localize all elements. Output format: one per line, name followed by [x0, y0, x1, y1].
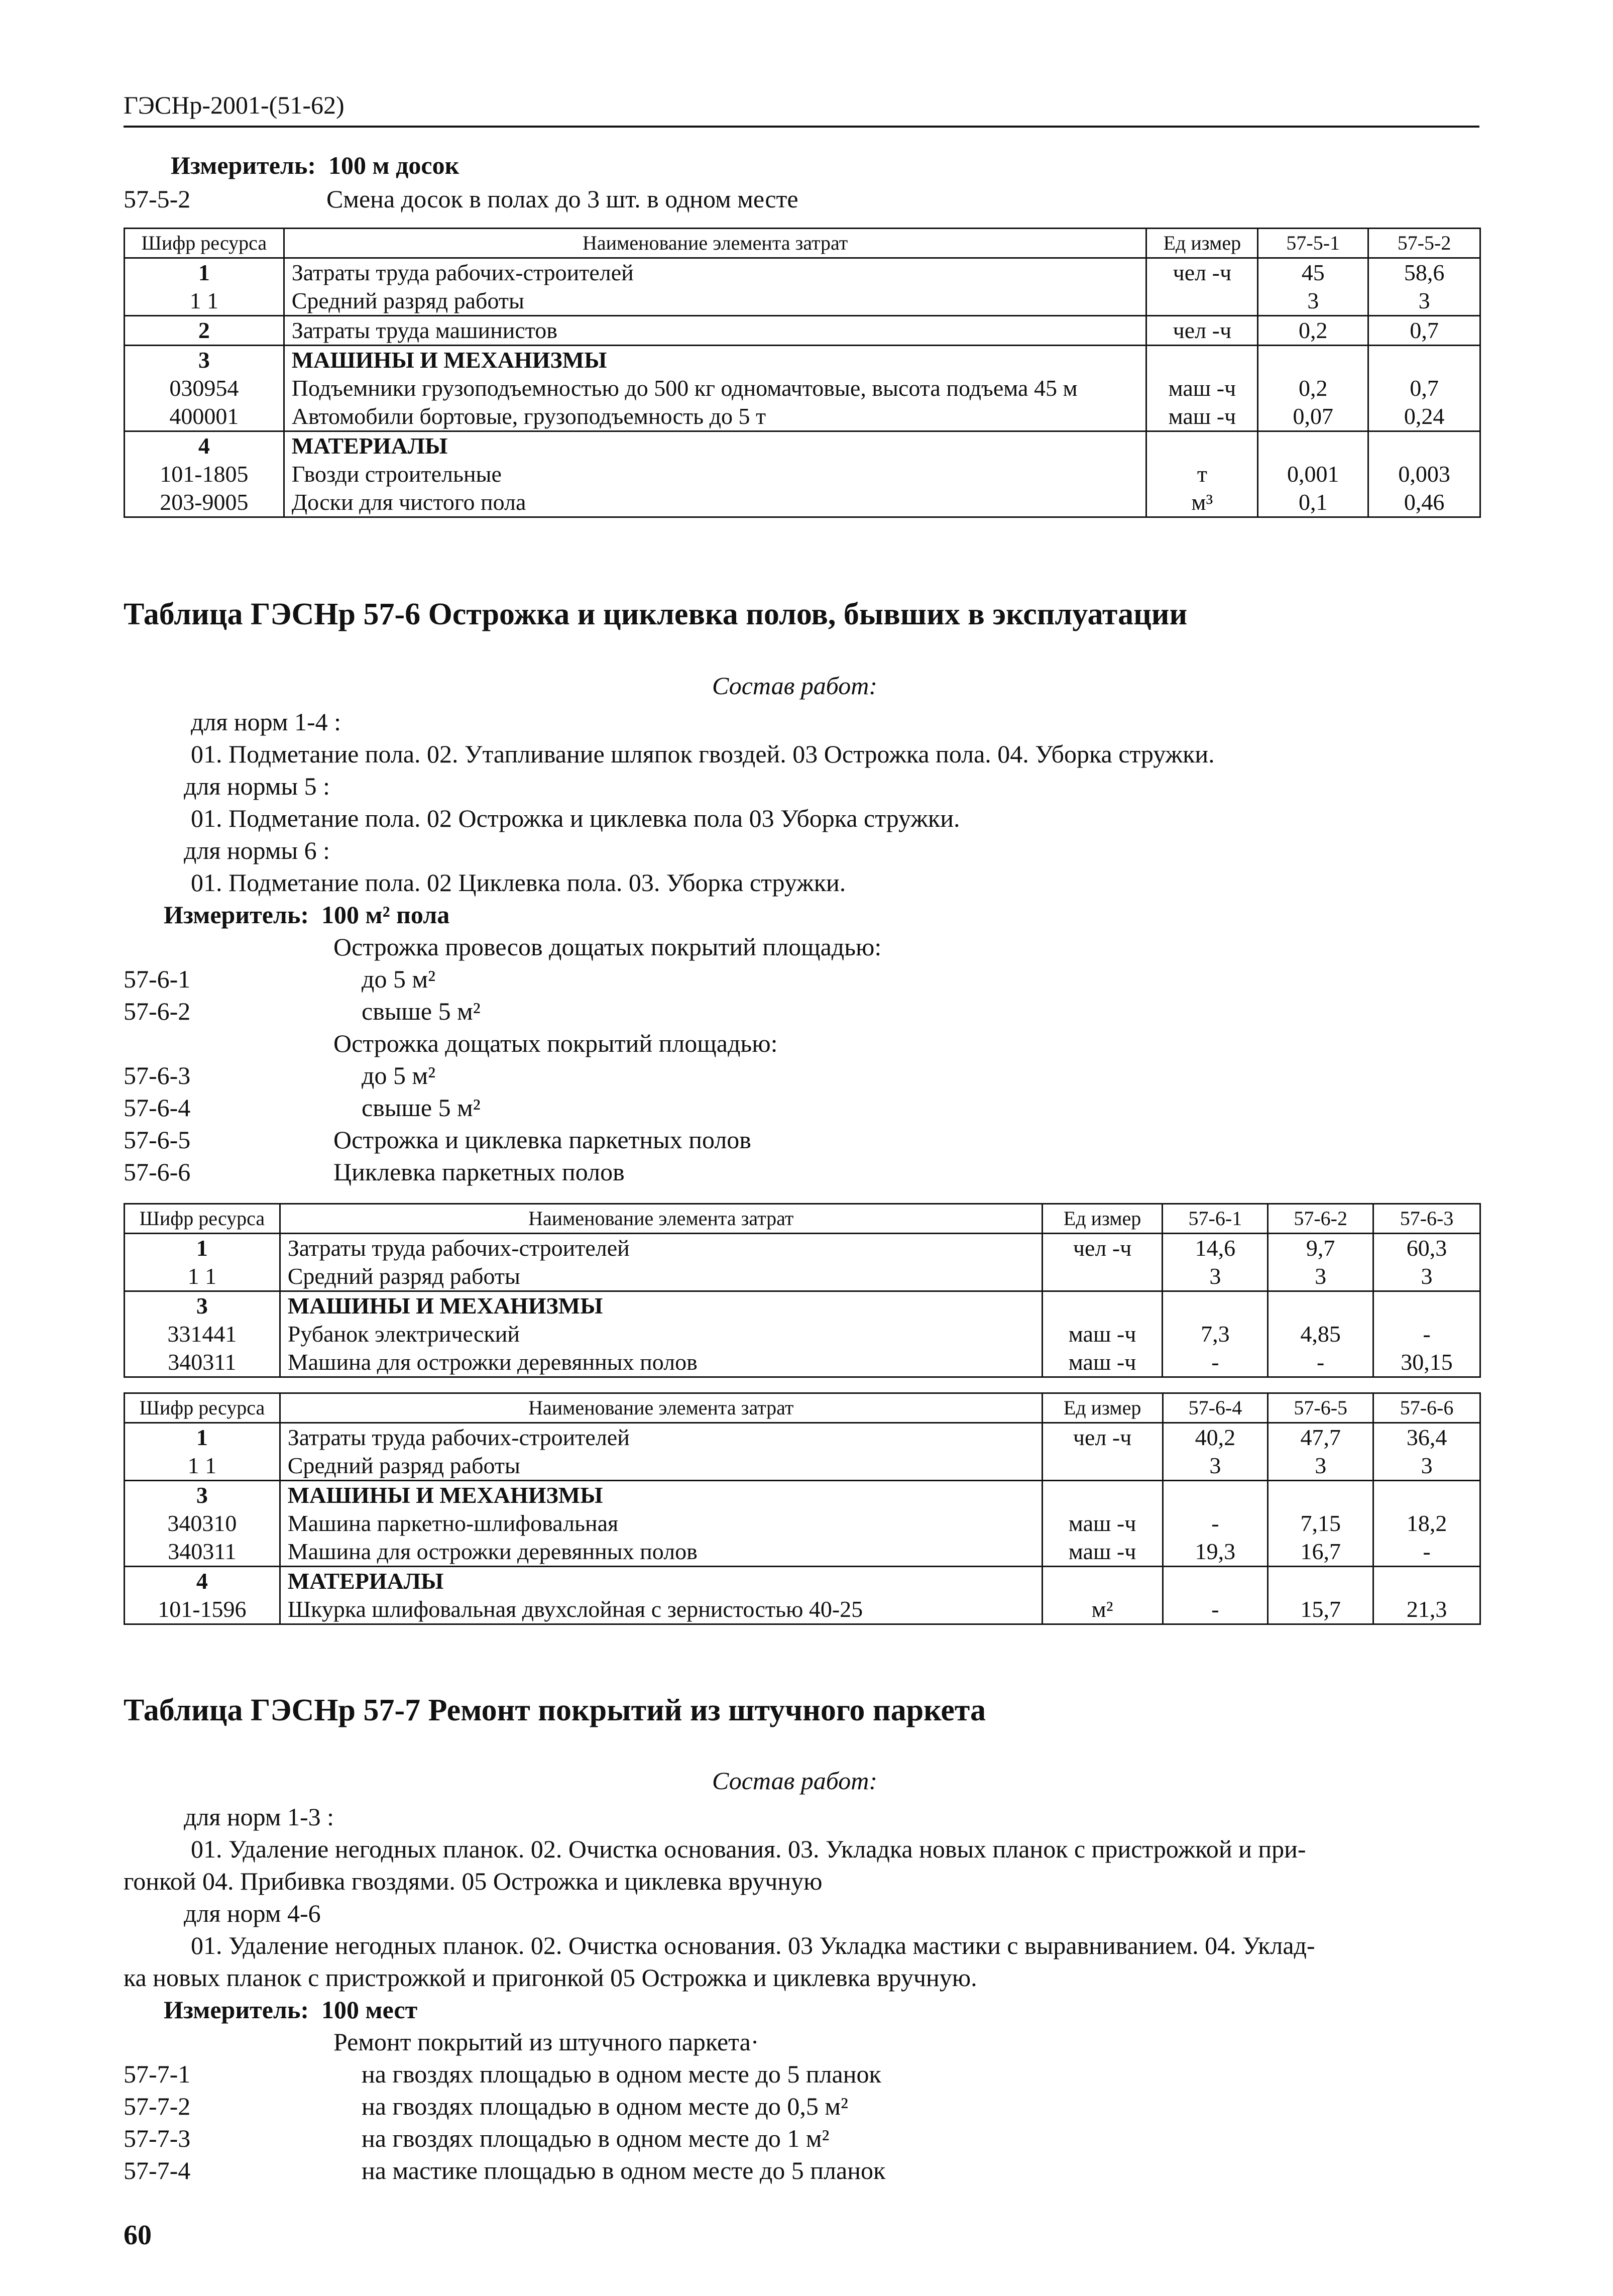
cell-section-name: МАШИНЫ И МЕХАНИЗМЫ	[280, 1291, 1042, 1321]
measure-label: Измеритель:	[164, 901, 309, 929]
cell-name: Рубанок электрический	[280, 1320, 1042, 1348]
cell-section-name: МАШИНЫ И МЕХАНИЗМЫ	[280, 1481, 1042, 1510]
col-header-value: 57-6-1	[1163, 1204, 1268, 1234]
cell-value: -	[1163, 1509, 1268, 1538]
cell-unit: чел -ч	[1146, 258, 1258, 287]
table-row	[125, 258, 1480, 287]
cell-value: 3	[1268, 1262, 1373, 1291]
section-title-57-7: Таблица ГЭСНр 57-7 Ремонт покрытий из штучного паркета	[124, 1693, 986, 1727]
cell-value: -	[1163, 1595, 1268, 1624]
cell-name: Затраты труда рабочих-строителей	[280, 1234, 1042, 1263]
col-header-value: 57-6-3	[1373, 1204, 1480, 1234]
cell-code: 1 1	[125, 1262, 280, 1291]
norm-text: на гвоздях площадью в одном месте до 1 м²	[362, 2124, 830, 2152]
cell-name: Машина для острожки деревянных полов	[280, 1348, 1042, 1377]
cell-value: 3	[1373, 1262, 1480, 1291]
work-line: для нормы 6 :	[184, 836, 330, 864]
cell-value: 0,07	[1258, 402, 1368, 431]
cell-code: 1	[125, 1423, 280, 1452]
measure-value: 100 м² пола	[321, 901, 450, 929]
table-section-row	[125, 346, 1480, 375]
norm-group-heading: Ремонт покрытий из штучного паркета·	[333, 2028, 759, 2056]
cell-unit: чел -ч	[1042, 1423, 1163, 1452]
cell-value: 0,001	[1258, 460, 1368, 488]
cell-unit: чел -ч	[1146, 316, 1258, 346]
col-header-unit: Ед измер	[1042, 1393, 1163, 1423]
table-row	[125, 1262, 1480, 1291]
col-header-name: Наименование элемента затрат	[284, 229, 1146, 258]
col-header-unit: Ед измер	[1146, 229, 1258, 258]
code-text-57-5-2: Смена досок в полах до 3 шт. в одном месте	[326, 185, 798, 213]
table-row	[125, 374, 1480, 402]
cell-unit	[1042, 1262, 1163, 1291]
cell-value: -	[1373, 1320, 1480, 1348]
col-header-code: Шифр ресурса	[125, 1393, 280, 1423]
cell-value	[1268, 1567, 1373, 1596]
cell-value: 19,3	[1163, 1538, 1268, 1567]
header-rule	[124, 126, 1479, 128]
cell-value: 47,7	[1268, 1423, 1373, 1452]
cell-code: 1	[125, 1234, 280, 1263]
col-header-value: 57-6-4	[1163, 1393, 1268, 1423]
cell-value	[1368, 346, 1480, 375]
cell-value: 40,2	[1163, 1423, 1268, 1452]
norm-text: свыше 5 м²	[362, 1094, 481, 1122]
page-number: 60	[124, 2220, 152, 2251]
work-line: для норм 1-4 :	[191, 708, 341, 736]
norm-code: 57-6-6	[124, 1158, 191, 1186]
col-header-code: Шифр ресурса	[125, 1204, 280, 1234]
table-row	[125, 1452, 1480, 1481]
cell-name: Автомобили бортовые, грузоподъемность до 5 т	[284, 402, 1146, 431]
composition-label: Состав работ:	[712, 1767, 878, 1795]
norm-group-heading: Острожка дощатых покрытий площадью:	[333, 1029, 778, 1057]
cell-code: 2	[125, 316, 284, 346]
cell-code: 203-9005	[125, 488, 284, 517]
cell-name: Машина для острожки деревянных полов	[280, 1538, 1042, 1567]
cell-value	[1373, 1567, 1480, 1596]
cell-name: Затраты труда машинистов	[284, 316, 1146, 346]
measure-line-1	[171, 150, 459, 181]
cell-name: Средний разряд работы	[280, 1262, 1042, 1291]
measure-label: Измеритель:	[164, 1996, 309, 2024]
cell-value	[1373, 1481, 1480, 1510]
cell-name: Подъемники грузоподъемностью до 500 кг одномачтовые, высота подъема 45 м	[284, 374, 1146, 402]
cell-name: Средний разряд работы	[284, 287, 1146, 316]
table-row	[125, 287, 1480, 316]
cell-code: 101-1596	[125, 1595, 280, 1624]
cell-unit: т	[1146, 460, 1258, 488]
cell-section-name: МАТЕРИАЛЫ	[280, 1567, 1042, 1596]
work-line: 01. Подметание пола. 02. Утапливание шляпок гвоздей. 03 Острожка пола. 04. Уборка стружки.	[191, 740, 1215, 768]
cell-unit: маш -ч	[1146, 402, 1258, 431]
table-row	[125, 1423, 1480, 1452]
norm-text: Циклевка паркетных полов	[333, 1158, 625, 1186]
table-section-row	[125, 1481, 1480, 1510]
cell-unit	[1146, 346, 1258, 375]
norm-text: на мастике площадью в одном месте до 5 планок	[362, 2156, 886, 2184]
cell-value: 21,3	[1373, 1595, 1480, 1624]
cell-unit	[1042, 1567, 1163, 1596]
cell-value: 3	[1373, 1452, 1480, 1481]
measure-value: 100 м досок	[328, 151, 459, 179]
table-header-row	[125, 1393, 1480, 1423]
cell-value: 0,2	[1258, 316, 1368, 346]
cell-value	[1268, 1481, 1373, 1510]
cell-value: 0,46	[1368, 488, 1480, 517]
norm-code: 57-7-3	[124, 2124, 191, 2152]
cell-value: 4,85	[1268, 1320, 1373, 1348]
cell-code: 4	[125, 431, 284, 461]
cell-code: 340310	[125, 1509, 280, 1538]
cell-value	[1368, 431, 1480, 461]
table-row	[125, 316, 1480, 346]
table-row	[125, 1234, 1480, 1263]
cell-name: Средний разряд работы	[280, 1452, 1042, 1481]
cell-value: 9,7	[1268, 1234, 1373, 1263]
cell-value: 3	[1268, 1452, 1373, 1481]
col-header-value: 57-5-1	[1258, 229, 1368, 258]
cell-code: 1 1	[125, 287, 284, 316]
table-section-row	[125, 431, 1480, 461]
table-header-row	[125, 1204, 1480, 1234]
cell-value: 3	[1258, 287, 1368, 316]
work-line: 01. Удаление негодных планок. 02. Очистка основания. 03 Укладка мастики с выравниванием. 04. Уклад-	[191, 1931, 1315, 1959]
work-line: 01. Подметание пола. 02 Циклевка пола. 03. Уборка стружки.	[191, 868, 846, 897]
cell-value: 14,6	[1163, 1234, 1268, 1263]
cell-code: 3	[125, 1291, 280, 1321]
col-header-unit: Ед измер	[1042, 1204, 1163, 1234]
cell-value: -	[1268, 1348, 1373, 1377]
cell-unit: маш -ч	[1042, 1320, 1163, 1348]
table-header-row	[125, 229, 1480, 258]
col-header-name: Наименование элемента затрат	[280, 1204, 1042, 1234]
norm-text: на гвоздях площадью в одном месте до 5 планок	[362, 2060, 881, 2088]
cell-unit	[1042, 1481, 1163, 1510]
cell-code: 340311	[125, 1348, 280, 1377]
cell-value	[1258, 346, 1368, 375]
cell-code: 340311	[125, 1538, 280, 1567]
table-row	[125, 402, 1480, 431]
cell-unit: м³	[1146, 488, 1258, 517]
cell-unit	[1042, 1291, 1163, 1321]
norm-code: 57-6-4	[124, 1094, 191, 1122]
cell-value: -	[1373, 1538, 1480, 1567]
col-header-value: 57-5-2	[1368, 229, 1480, 258]
work-line: 01. Удаление негодных планок. 02. Очистка основания. 03. Укладка новых планок с пристрожкой и при-	[191, 1835, 1306, 1863]
cell-name: Доски для чистого пола	[284, 488, 1146, 517]
measure-value: 100 мест	[321, 1996, 418, 2024]
cell-value	[1258, 431, 1368, 461]
cell-name: Затраты труда рабочих-строителей	[284, 258, 1146, 287]
col-header-value: 57-6-5	[1268, 1393, 1373, 1423]
cell-unit	[1042, 1452, 1163, 1481]
cell-value: 0,1	[1258, 488, 1368, 517]
cell-unit	[1146, 287, 1258, 316]
work-line: для нормы 5 :	[184, 772, 330, 800]
cell-section-name: МАТЕРИАЛЫ	[284, 431, 1146, 461]
norm-code: 57-6-2	[124, 997, 191, 1025]
composition-label: Состав работ:	[712, 672, 878, 700]
cell-value: 16,7	[1268, 1538, 1373, 1567]
col-header-code: Шифр ресурса	[125, 229, 284, 258]
norm-group-heading: Острожка провесов дощатых покрытий площадью:	[333, 933, 882, 961]
cell-name: Машина паркетно-шлифовальная	[280, 1509, 1042, 1538]
cell-value: 7,3	[1163, 1320, 1268, 1348]
measure-label: Измеритель:	[171, 151, 316, 179]
cell-unit: маш -ч	[1042, 1348, 1163, 1377]
resource-table-57-6-1to3	[124, 1203, 1481, 1378]
cell-code: 4	[125, 1567, 280, 1596]
cell-unit	[1146, 431, 1258, 461]
cell-value: 18,2	[1373, 1509, 1480, 1538]
cell-value: 15,7	[1268, 1595, 1373, 1624]
table-row	[125, 460, 1480, 488]
cell-value: 0,24	[1368, 402, 1480, 431]
col-header-value: 57-6-2	[1268, 1204, 1373, 1234]
cell-value: 0,7	[1368, 374, 1480, 402]
norm-text: до 5 м²	[362, 1061, 436, 1089]
norm-code: 57-7-2	[124, 2092, 191, 2120]
cell-unit: чел -ч	[1042, 1234, 1163, 1263]
cell-code: 3	[125, 346, 284, 375]
cell-value: 0,003	[1368, 460, 1480, 488]
cell-code: 331441	[125, 1320, 280, 1348]
table-row	[125, 1509, 1480, 1538]
norm-code: 57-7-4	[124, 2156, 191, 2184]
cell-value	[1268, 1291, 1373, 1321]
cell-value: 3	[1163, 1262, 1268, 1291]
measure-line-3	[164, 1994, 417, 2025]
norm-text: свыше 5 м²	[362, 997, 481, 1025]
cell-unit: маш -ч	[1146, 374, 1258, 402]
table-section-row	[125, 1291, 1480, 1321]
cell-value: 0,2	[1258, 374, 1368, 402]
table-section-row	[125, 1567, 1480, 1596]
cell-value: 36,4	[1373, 1423, 1480, 1452]
table-row	[125, 488, 1480, 517]
cell-unit: маш -ч	[1042, 1538, 1163, 1567]
col-header-name: Наименование элемента затрат	[280, 1393, 1042, 1423]
measure-line-2	[164, 899, 449, 930]
col-header-value: 57-6-6	[1373, 1393, 1480, 1423]
cell-value	[1373, 1291, 1480, 1321]
cell-value	[1163, 1291, 1268, 1321]
work-line: для норм 1-3 :	[184, 1803, 334, 1831]
table-row	[125, 1348, 1480, 1377]
resource-table-57-6-4to6	[124, 1392, 1481, 1625]
cell-code: 400001	[125, 402, 284, 431]
cell-value	[1163, 1481, 1268, 1510]
cell-value: 3	[1163, 1452, 1268, 1481]
cell-name: Затраты труда рабочих-строителей	[280, 1423, 1042, 1452]
work-line: 01. Подметание пола. 02 Острожка и циклевка пола 03 Уборка стружки.	[191, 804, 960, 832]
norm-code: 57-6-1	[124, 965, 191, 993]
cell-code: 1 1	[125, 1452, 280, 1481]
cell-section-name: МАШИНЫ И МЕХАНИЗМЫ	[284, 346, 1146, 375]
code-57-5-2: 57-5-2	[124, 185, 191, 213]
cell-unit: маш -ч	[1042, 1509, 1163, 1538]
cell-value: 3	[1368, 287, 1480, 316]
norm-code: 57-7-1	[124, 2060, 191, 2088]
cell-value: 30,15	[1373, 1348, 1480, 1377]
table-row	[125, 1595, 1480, 1624]
section-title-57-6: Таблица ГЭСНр 57-6 Острожка и циклевка полов, бывших в эксплуатации	[124, 597, 1188, 631]
running-header: ГЭСНр-2001-(51-62)	[124, 91, 344, 119]
cell-name: Гвозди строительные	[284, 460, 1146, 488]
table-row	[125, 1320, 1480, 1348]
cell-value: 7,15	[1268, 1509, 1373, 1538]
cell-value: 58,6	[1368, 258, 1480, 287]
cell-value: 45	[1258, 258, 1368, 287]
norm-code: 57-6-5	[124, 1126, 191, 1154]
norm-text: до 5 м²	[362, 965, 436, 993]
cell-value: 0,7	[1368, 316, 1480, 346]
norm-text: Острожка и циклевка паркетных полов	[333, 1126, 751, 1154]
cell-unit: м²	[1042, 1595, 1163, 1624]
cell-code: 101-1805	[125, 460, 284, 488]
norm-code: 57-6-3	[124, 1061, 191, 1089]
cell-value	[1163, 1567, 1268, 1596]
cell-name: Шкурка шлифовальная двухслойная с зернистостью 40-25	[280, 1595, 1042, 1624]
work-line: гонкой 04. Прибивка гвоздями. 05 Острожка и циклевка вручную	[124, 1867, 823, 1895]
cell-code: 3	[125, 1481, 280, 1510]
cell-code: 030954	[125, 374, 284, 402]
work-line: для норм 4-6	[184, 1899, 321, 1927]
work-line: ка новых планок с пристрожкой и пригонкой 05 Острожка и циклевка вручную.	[124, 1963, 977, 1992]
table-row	[125, 1538, 1480, 1567]
cell-value: -	[1163, 1348, 1268, 1377]
resource-table-57-5	[124, 228, 1481, 518]
norm-text: на гвоздях площадью в одном месте до 0,5 м²	[362, 2092, 848, 2120]
cell-code: 1	[125, 258, 284, 287]
cell-value: 60,3	[1373, 1234, 1480, 1263]
